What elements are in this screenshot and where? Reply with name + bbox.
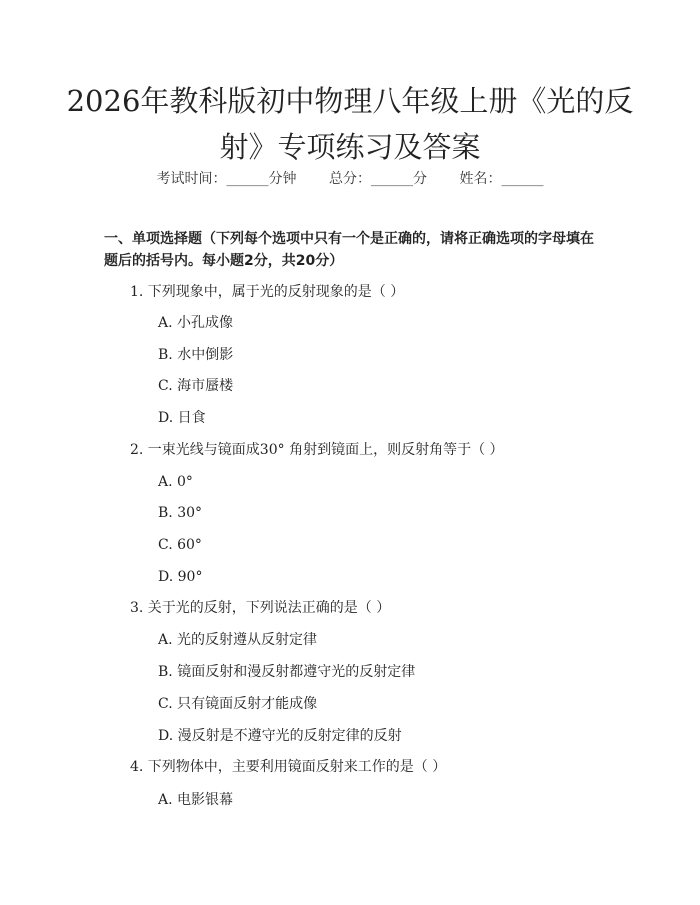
q1-option-d: D. 日食 <box>158 410 206 426</box>
q2-option-a: A. 0° <box>158 474 193 490</box>
q4-option-a: A. 电影银幕 <box>158 792 234 808</box>
section-heading: 一、单项选择题（下列每个选项中只有一个是正确的，请将正确选项的字母填在题后的括号内。每小题2分，共20分） <box>104 231 594 269</box>
student-name: 姓名：______ <box>459 171 544 187</box>
exam-meta <box>0 168 700 188</box>
q1-option-c: C. 海市蜃楼 <box>158 378 234 394</box>
title-line-1: 2026年教科版初中物理八年级上册《光的反 <box>66 84 634 118</box>
question-1: 1. 下列现象中，属于光的反射现象的是（ ） <box>130 284 405 300</box>
q1-option-a: A. 小孔成像 <box>158 315 234 331</box>
q3-option-a: A. 光的反射遵从反射定律 <box>158 632 318 648</box>
q3-option-d: D. 漫反射是不遵守光的反射定律的反射 <box>158 728 402 744</box>
question-3: 3. 关于光的反射，下列说法正确的是（ ） <box>130 600 391 616</box>
q2-option-c: C. 60° <box>158 537 202 553</box>
q3-option-b: B. 镜面反射和漫反射都遵守光的反射定律 <box>158 664 416 680</box>
title-line-2: 射》专项练习及答案 <box>219 130 481 164</box>
total-score: 总分：______分 <box>329 171 427 187</box>
page-title <box>60 78 640 170</box>
q2-option-d: D. 90° <box>158 569 203 585</box>
q1-option-b: B. 水中倒影 <box>158 347 234 363</box>
q3-option-c: C. 只有镜面反射才能成像 <box>158 696 318 712</box>
question-4: 4. 下列物体中，主要利用镜面反射来工作的是（ ） <box>130 759 447 775</box>
q2-option-b: B. 30° <box>158 505 203 521</box>
exam-time: 考试时间：______分钟 <box>156 171 297 187</box>
question-2: 2. 一束光线与镜面成30° 角射到镜面上，则反射角等于（ ） <box>130 442 504 458</box>
